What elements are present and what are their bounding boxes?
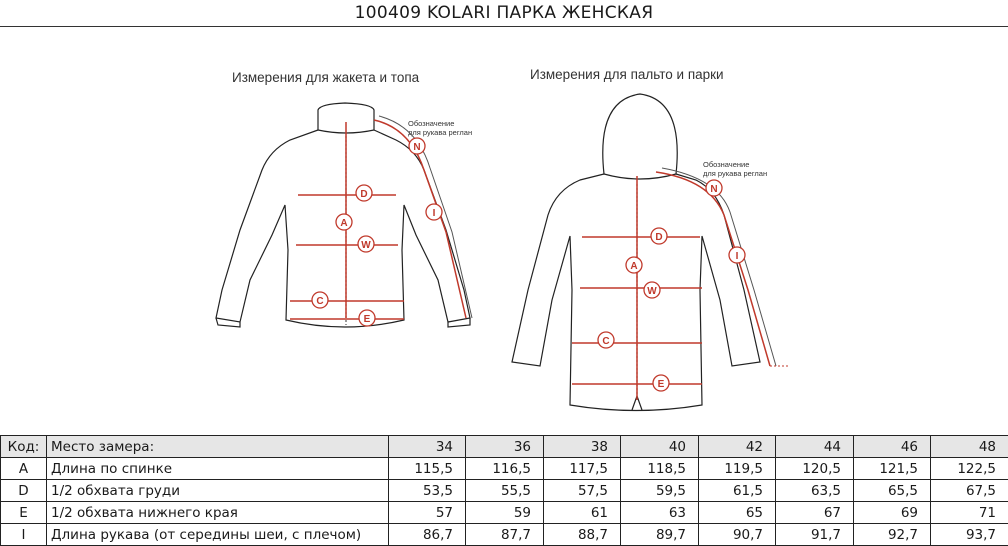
jacket-label-c: C xyxy=(316,296,323,307)
header-code: Код: xyxy=(1,436,47,458)
table-row xyxy=(1,480,1008,502)
table-cell: 61,5 xyxy=(699,480,776,502)
table-row xyxy=(1,458,1008,480)
parka-label-n: N xyxy=(710,184,717,195)
table-cell: 120,5 xyxy=(776,458,854,480)
row-code: I xyxy=(1,524,47,546)
row-place: Длина рукава (от середины шеи, с плечом) xyxy=(47,524,389,546)
table-cell: 71 xyxy=(931,502,1008,524)
table-cell: 117,5 xyxy=(544,458,621,480)
table-cell: 67 xyxy=(776,502,854,524)
table-cell: 119,5 xyxy=(699,458,776,480)
table-cell: 86,7 xyxy=(389,524,466,546)
table-cell: 59 xyxy=(466,502,544,524)
header-place: Место замера: xyxy=(47,436,389,458)
header-size: 44 xyxy=(776,436,854,458)
parka-label-a: A xyxy=(630,261,637,272)
table-cell: 69 xyxy=(854,502,931,524)
parka-measure-lines xyxy=(572,168,790,400)
jacket-measure-lines xyxy=(290,116,472,319)
jacket-label-w: W xyxy=(361,240,371,251)
parka-section-title: Измерения для пальто и парки xyxy=(530,67,724,82)
table-cell: 92,7 xyxy=(854,524,931,546)
header-size: 36 xyxy=(466,436,544,458)
header-size: 38 xyxy=(544,436,621,458)
table-cell: 65,5 xyxy=(854,480,931,502)
header-size: 40 xyxy=(621,436,699,458)
table-cell: 91,7 xyxy=(776,524,854,546)
table-cell: 90,7 xyxy=(699,524,776,546)
jacket-label-n: N xyxy=(413,142,420,153)
table-cell: 57 xyxy=(389,502,466,524)
table-cell: 67,5 xyxy=(931,480,1008,502)
row-place: Длина по спинке xyxy=(47,458,389,480)
measurement-diagram xyxy=(0,26,1008,435)
table-row xyxy=(1,502,1008,524)
jacket-section-title: Измерения для жакета и топа xyxy=(232,70,419,85)
row-code: E xyxy=(1,502,47,524)
header-size: 46 xyxy=(854,436,931,458)
parka-illustration xyxy=(512,94,760,411)
table-cell: 57,5 xyxy=(544,480,621,502)
table-cell: 63 xyxy=(621,502,699,524)
table-cell: 93,7 xyxy=(931,524,1008,546)
page-title: 100409 KOLARI ПАРКА ЖЕНСКАЯ xyxy=(0,0,1008,27)
parka-label-e: E xyxy=(658,379,665,390)
table-cell: 115,5 xyxy=(389,458,466,480)
header-size: 48 xyxy=(931,436,1008,458)
table-header-row xyxy=(1,436,1008,458)
parka-label-c: C xyxy=(602,336,609,347)
table-cell: 61 xyxy=(544,502,621,524)
size-table xyxy=(0,435,1008,546)
row-code: D xyxy=(1,480,47,502)
row-place: 1/2 обхвата груди xyxy=(47,480,389,502)
table-cell: 63,5 xyxy=(776,480,854,502)
table-cell: 65 xyxy=(699,502,776,524)
row-place: 1/2 обхвата нижнего края xyxy=(47,502,389,524)
table-cell: 122,5 xyxy=(931,458,1008,480)
table-cell: 88,7 xyxy=(544,524,621,546)
jacket-raglan-note: Обозначение для рукава реглан xyxy=(408,119,472,137)
table-cell: 87,7 xyxy=(466,524,544,546)
parka-label-i: I xyxy=(736,251,739,262)
table-cell: 59,5 xyxy=(621,480,699,502)
parka-label-d: D xyxy=(655,232,662,243)
parka-label-w: W xyxy=(647,286,657,297)
row-code: A xyxy=(1,458,47,480)
jacket-label-i: I xyxy=(433,208,436,219)
table-cell: 116,5 xyxy=(466,458,544,480)
table-cell: 53,5 xyxy=(389,480,466,502)
table-cell: 121,5 xyxy=(854,458,931,480)
jacket-label-a: A xyxy=(340,218,347,229)
header-size: 42 xyxy=(699,436,776,458)
table-cell: 55,5 xyxy=(466,480,544,502)
jacket-label-d: D xyxy=(360,189,367,200)
jacket-label-e: E xyxy=(364,314,371,325)
table-row xyxy=(1,524,1008,546)
header-size: 34 xyxy=(389,436,466,458)
parka-raglan-note: Обозначение для рукава реглан xyxy=(703,160,767,178)
table-cell: 118,5 xyxy=(621,458,699,480)
table-cell: 89,7 xyxy=(621,524,699,546)
